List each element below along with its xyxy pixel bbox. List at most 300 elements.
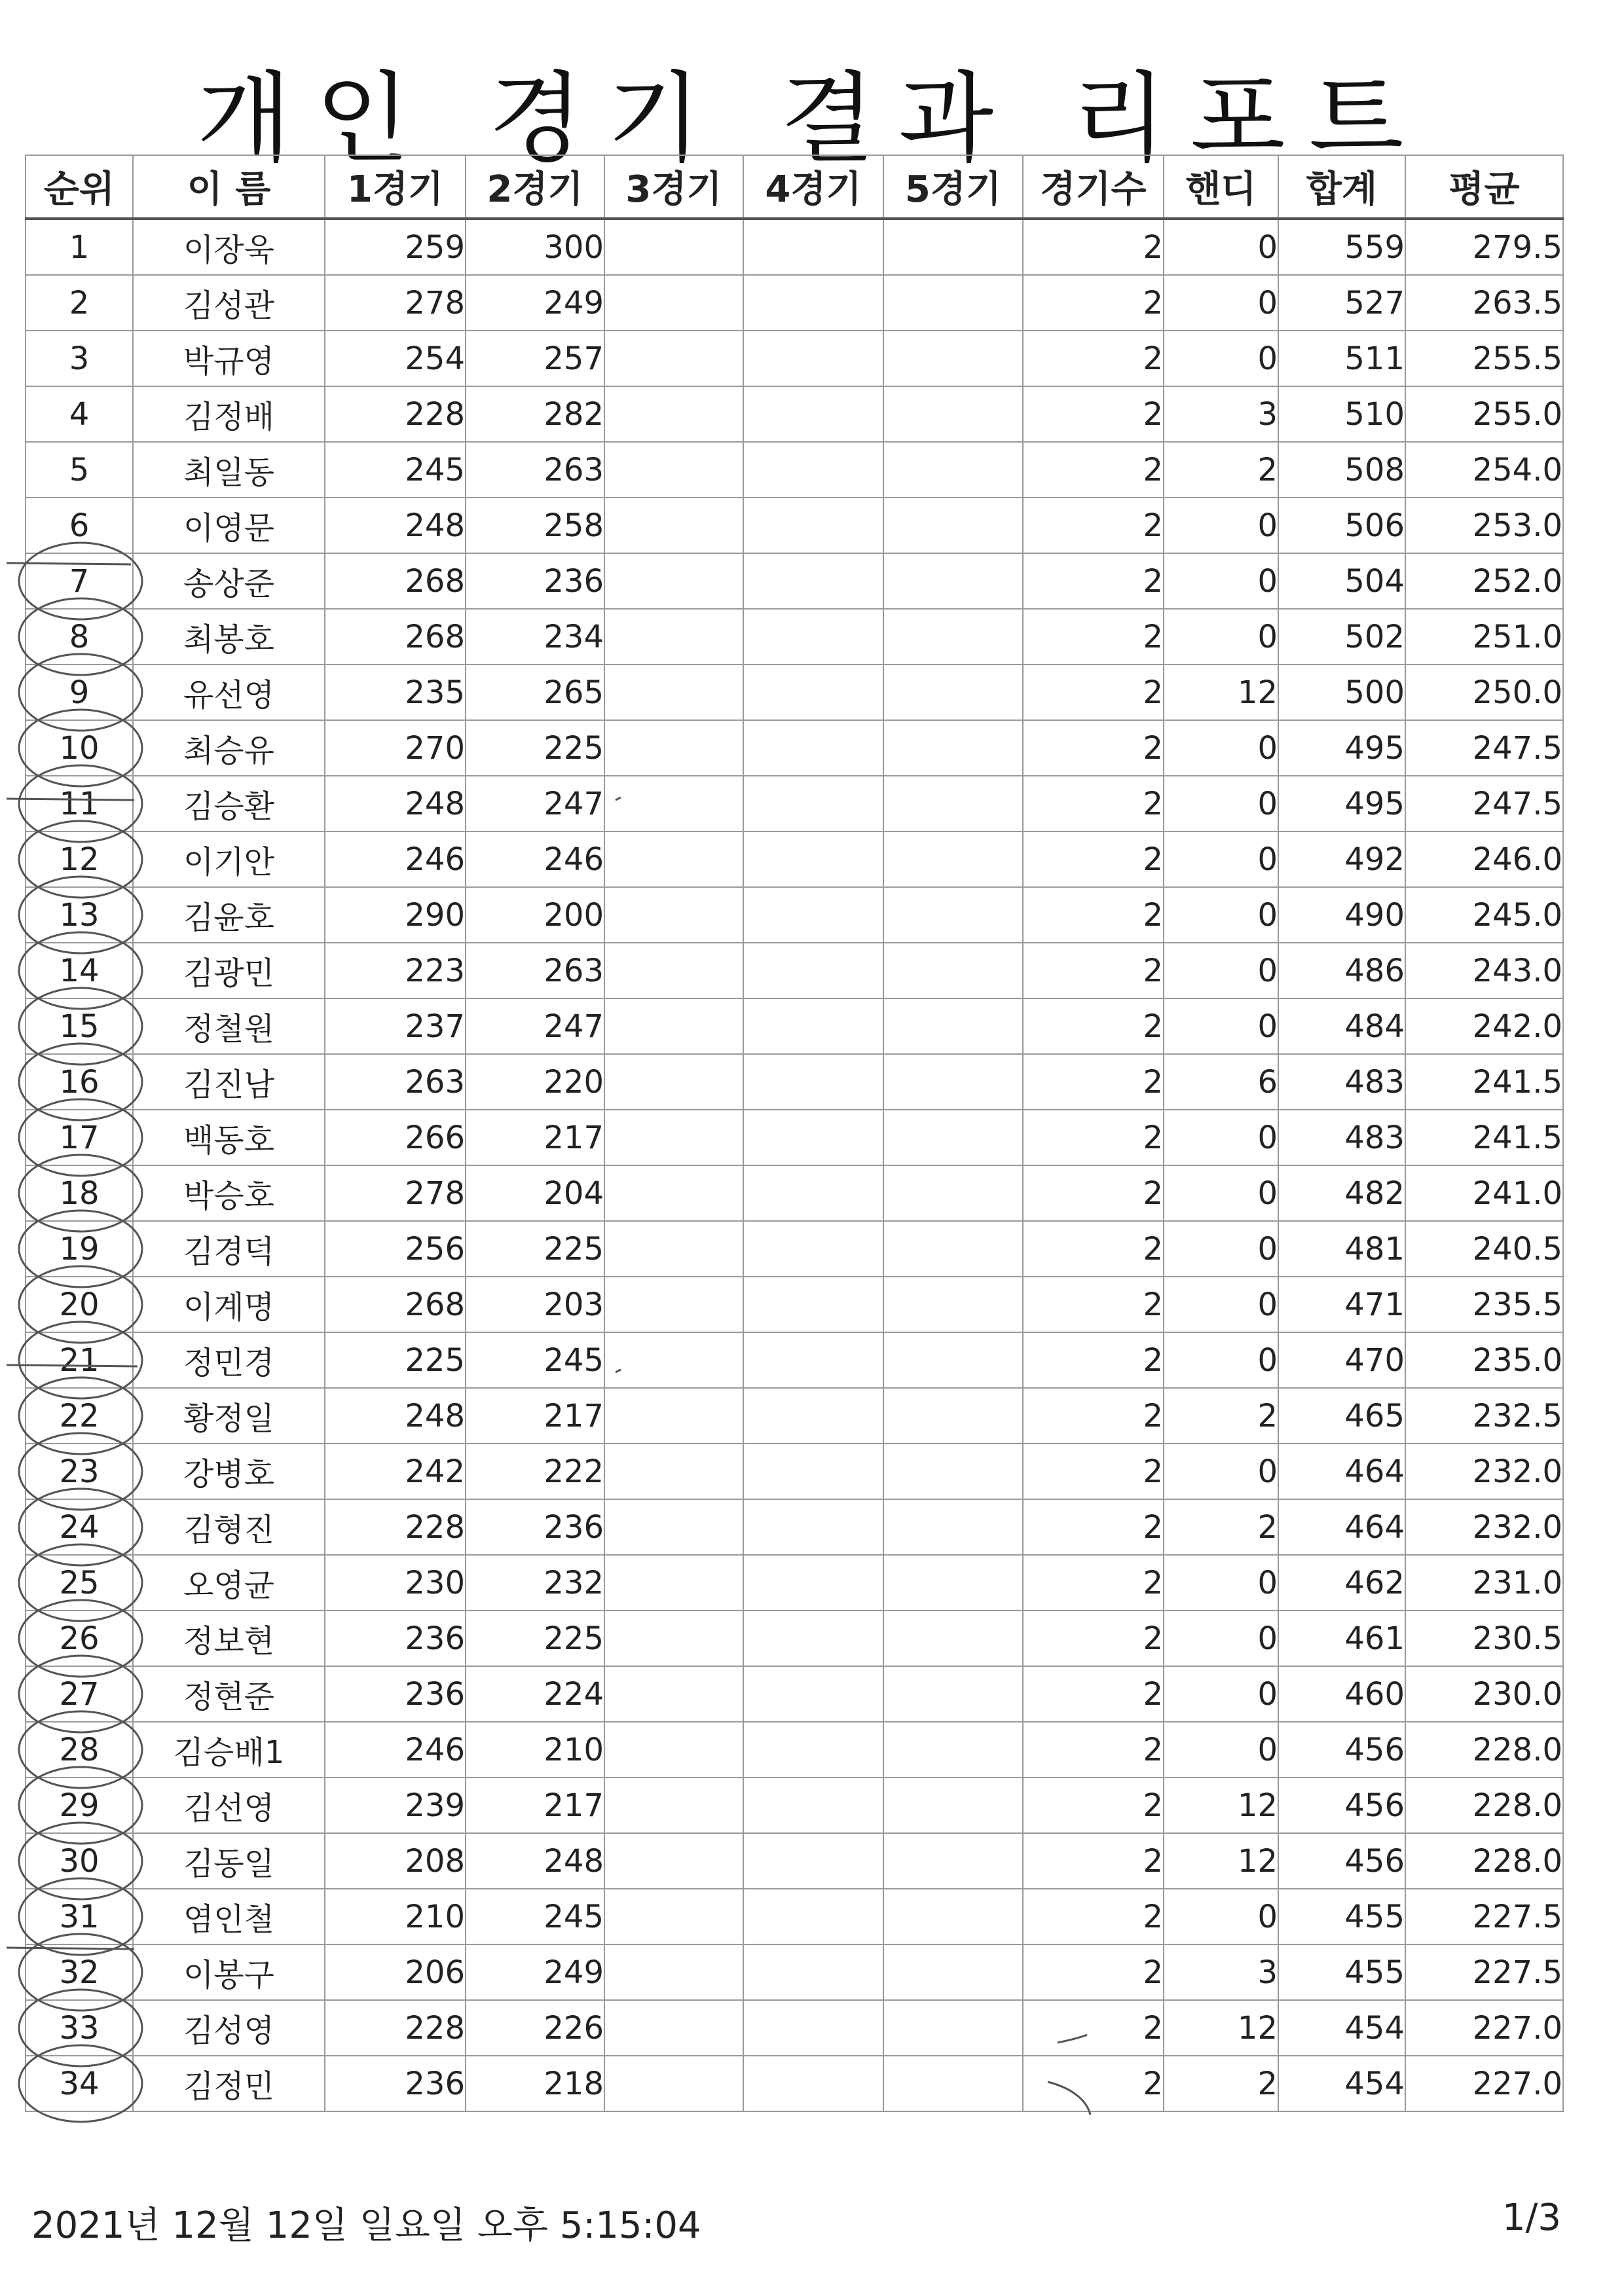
cell-average: 241.0 <box>1405 1165 1563 1221</box>
cell-game5 <box>883 1165 1023 1221</box>
cell-game3 <box>604 2056 743 2111</box>
cell-game4 <box>743 1277 883 1332</box>
cell-games: 2 <box>1023 1833 1164 1889</box>
cell-game1: 239 <box>325 1777 466 1833</box>
cell-average: 250.0 <box>1405 665 1563 720</box>
cell-game1: 236 <box>325 1666 466 1722</box>
table-row <box>26 1833 1563 1889</box>
cell-game5 <box>883 998 1023 1054</box>
cell-total: 454 <box>1278 2056 1405 2111</box>
cell-game2: 210 <box>466 1722 604 1777</box>
cell-handicap: 0 <box>1164 275 1278 331</box>
cell-game5 <box>883 442 1023 498</box>
table-row <box>26 1332 1563 1388</box>
cell-game3 <box>604 1611 743 1666</box>
cell-game5 <box>883 1499 1023 1555</box>
cell-name: 정보현 <box>133 1611 325 1666</box>
cell-average: 232.0 <box>1405 1444 1563 1499</box>
cell-game2: 245 <box>466 1332 604 1388</box>
table-row <box>26 1388 1563 1444</box>
cell-name: 염인철 <box>133 1889 325 1944</box>
cell-game5 <box>883 1277 1023 1332</box>
cell-game2: 248 <box>466 1833 604 1889</box>
cell-game1: 256 <box>325 1221 466 1277</box>
cell-game4 <box>743 1388 883 1444</box>
cell-game5 <box>883 943 1023 998</box>
cell-rank: 14 <box>26 943 133 998</box>
cell-game1: 278 <box>325 275 466 331</box>
col-total: 합계 <box>1278 155 1405 219</box>
cell-game1: 248 <box>325 498 466 553</box>
cell-rank: 11 <box>26 776 133 831</box>
cell-total: 500 <box>1278 665 1405 720</box>
cell-game4 <box>743 2056 883 2111</box>
cell-average: 235.0 <box>1405 1332 1563 1388</box>
cell-average: 246.0 <box>1405 831 1563 887</box>
cell-game3 <box>604 887 743 943</box>
cell-game2: 222 <box>466 1444 604 1499</box>
cell-game2: 247 <box>466 998 604 1054</box>
cell-game3 <box>604 776 743 831</box>
cell-rank: 15 <box>26 998 133 1054</box>
table-row <box>26 1889 1563 1944</box>
table-row <box>26 1054 1563 1110</box>
cell-game4 <box>743 442 883 498</box>
cell-games: 2 <box>1023 609 1164 665</box>
cell-game3 <box>604 1833 743 1889</box>
cell-name: 박규영 <box>133 331 325 386</box>
cell-game2: 217 <box>466 1388 604 1444</box>
cell-average: 240.5 <box>1405 1221 1563 1277</box>
table-row <box>26 887 1563 943</box>
table-row <box>26 219 1563 275</box>
cell-rank: 19 <box>26 1221 133 1277</box>
cell-total: 486 <box>1278 943 1405 998</box>
cell-average: 255.5 <box>1405 331 1563 386</box>
cell-games: 2 <box>1023 887 1164 943</box>
table-row <box>26 1944 1563 2000</box>
cell-handicap: 2 <box>1164 442 1278 498</box>
cell-game4 <box>743 1499 883 1555</box>
cell-average: 227.5 <box>1405 1889 1563 1944</box>
cell-total: 481 <box>1278 1221 1405 1277</box>
cell-average: 255.0 <box>1405 386 1563 442</box>
cell-game2: 203 <box>466 1277 604 1332</box>
cell-total: 456 <box>1278 1722 1405 1777</box>
cell-handicap: 0 <box>1164 943 1278 998</box>
cell-rank: 31 <box>26 1889 133 1944</box>
cell-game2: 225 <box>466 720 604 776</box>
cell-handicap: 0 <box>1164 1277 1278 1332</box>
cell-games: 2 <box>1023 831 1164 887</box>
cell-total: 470 <box>1278 1332 1405 1388</box>
cell-games: 2 <box>1023 1555 1164 1611</box>
table-row <box>26 442 1563 498</box>
table-row <box>26 498 1563 553</box>
cell-game5 <box>883 665 1023 720</box>
table-row <box>26 665 1563 720</box>
cell-average: 279.5 <box>1405 219 1563 275</box>
cell-rank: 23 <box>26 1444 133 1499</box>
cell-game4 <box>743 1666 883 1722</box>
cell-game1: 278 <box>325 1165 466 1221</box>
cell-name: 강병호 <box>133 1444 325 1499</box>
cell-game2: 204 <box>466 1165 604 1221</box>
cell-rank: 3 <box>26 331 133 386</box>
cell-rank: 4 <box>26 386 133 442</box>
cell-game3 <box>604 498 743 553</box>
cell-average: 232.5 <box>1405 1388 1563 1444</box>
cell-game5 <box>883 1666 1023 1722</box>
cell-games: 2 <box>1023 943 1164 998</box>
cell-rank: 27 <box>26 1666 133 1722</box>
cell-name: 최일동 <box>133 442 325 498</box>
cell-game4 <box>743 498 883 553</box>
cell-rank: 1 <box>26 219 133 275</box>
table-row <box>26 1110 1563 1165</box>
cell-game4 <box>743 1722 883 1777</box>
cell-game2: 263 <box>466 442 604 498</box>
cell-game2: 246 <box>466 831 604 887</box>
cell-game1: 246 <box>325 831 466 887</box>
cell-average: 227.0 <box>1405 2056 1563 2111</box>
cell-game1: 248 <box>325 1388 466 1444</box>
cell-average: 251.0 <box>1405 609 1563 665</box>
cell-game4 <box>743 887 883 943</box>
cell-rank: 21 <box>26 1332 133 1388</box>
cell-game5 <box>883 2056 1023 2111</box>
cell-game3 <box>604 998 743 1054</box>
cell-games: 2 <box>1023 553 1164 609</box>
cell-game4 <box>743 1054 883 1110</box>
cell-game2: 282 <box>466 386 604 442</box>
cell-game4 <box>743 665 883 720</box>
cell-game1: 236 <box>325 2056 466 2111</box>
cell-total: 456 <box>1278 1777 1405 1833</box>
cell-game2: 265 <box>466 665 604 720</box>
cell-game4 <box>743 1833 883 1889</box>
cell-name: 김정민 <box>133 2056 325 2111</box>
cell-game5 <box>883 1722 1023 1777</box>
cell-game1: 228 <box>325 1499 466 1555</box>
cell-game3 <box>604 1054 743 1110</box>
cell-game2: 247 <box>466 776 604 831</box>
cell-game4 <box>743 998 883 1054</box>
cell-game1: 208 <box>325 1833 466 1889</box>
cell-rank: 28 <box>26 1722 133 1777</box>
report-title: 개인 경기 결과 리포트 <box>196 62 1428 176</box>
cell-rank: 24 <box>26 1499 133 1555</box>
cell-games: 2 <box>1023 1277 1164 1332</box>
cell-game3 <box>604 1332 743 1388</box>
cell-total: 455 <box>1278 1889 1405 1944</box>
cell-handicap: 12 <box>1164 665 1278 720</box>
cell-game4 <box>743 831 883 887</box>
cell-game5 <box>883 331 1023 386</box>
cell-game4 <box>743 1777 883 1833</box>
cell-total: 484 <box>1278 998 1405 1054</box>
cell-name: 김형진 <box>133 1499 325 1555</box>
cell-total: 506 <box>1278 498 1405 553</box>
cell-handicap: 0 <box>1164 1555 1278 1611</box>
cell-handicap: 3 <box>1164 386 1278 442</box>
cell-game5 <box>883 1944 1023 2000</box>
cell-name: 최승유 <box>133 720 325 776</box>
cell-game3 <box>604 1499 743 1555</box>
cell-game3 <box>604 553 743 609</box>
cell-game1: 237 <box>325 998 466 1054</box>
cell-game3 <box>604 386 743 442</box>
cell-game5 <box>883 275 1023 331</box>
cell-game4 <box>743 553 883 609</box>
cell-game5 <box>883 2000 1023 2056</box>
cell-game1: 210 <box>325 1889 466 1944</box>
cell-game2: 300 <box>466 219 604 275</box>
cell-average: 242.0 <box>1405 998 1563 1054</box>
cell-name: 황정일 <box>133 1388 325 1444</box>
cell-average: 252.0 <box>1405 553 1563 609</box>
cell-name: 김정배 <box>133 386 325 442</box>
cell-average: 263.5 <box>1405 275 1563 331</box>
cell-games: 2 <box>1023 2000 1164 2056</box>
cell-game1: 242 <box>325 1444 466 1499</box>
cell-games: 2 <box>1023 386 1164 442</box>
cell-game1: 270 <box>325 720 466 776</box>
cell-game5 <box>883 1555 1023 1611</box>
cell-game3 <box>604 665 743 720</box>
cell-name: 유선영 <box>133 665 325 720</box>
cell-handicap: 0 <box>1164 219 1278 275</box>
cell-game3 <box>604 1889 743 1944</box>
cell-game4 <box>743 1444 883 1499</box>
cell-game1: 246 <box>325 1722 466 1777</box>
cell-games: 2 <box>1023 1666 1164 1722</box>
cell-handicap: 2 <box>1164 1499 1278 1555</box>
table-row <box>26 331 1563 386</box>
cell-game5 <box>883 831 1023 887</box>
cell-game1: 236 <box>325 1611 466 1666</box>
cell-game3 <box>604 1777 743 1833</box>
cell-rank: 29 <box>26 1777 133 1833</box>
cell-games: 2 <box>1023 665 1164 720</box>
cell-handicap: 0 <box>1164 331 1278 386</box>
cell-game3 <box>604 219 743 275</box>
cell-total: 471 <box>1278 1277 1405 1332</box>
table-row <box>26 943 1563 998</box>
table-row <box>26 831 1563 887</box>
col-game3: 3경기 <box>604 155 743 219</box>
cell-handicap: 0 <box>1164 1221 1278 1277</box>
cell-game4 <box>743 2000 883 2056</box>
col-game5: 5경기 <box>883 155 1023 219</box>
cell-total: 508 <box>1278 442 1405 498</box>
cell-game2: 245 <box>466 1889 604 1944</box>
cell-name: 이봉구 <box>133 1944 325 2000</box>
cell-game1: 259 <box>325 219 466 275</box>
cell-total: 482 <box>1278 1165 1405 1221</box>
cell-rank: 8 <box>26 609 133 665</box>
cell-game4 <box>743 776 883 831</box>
cell-name: 송상준 <box>133 553 325 609</box>
cell-game2: 200 <box>466 887 604 943</box>
cell-game2: 249 <box>466 1944 604 2000</box>
cell-handicap: 0 <box>1164 1722 1278 1777</box>
cell-game1: 268 <box>325 609 466 665</box>
cell-total: 559 <box>1278 219 1405 275</box>
cell-handicap: 0 <box>1164 720 1278 776</box>
cell-name: 정철원 <box>133 998 325 1054</box>
cell-game4 <box>743 1555 883 1611</box>
col-games: 경기수 <box>1023 155 1164 219</box>
cell-total: 504 <box>1278 553 1405 609</box>
cell-game2: 249 <box>466 275 604 331</box>
cell-rank: 22 <box>26 1388 133 1444</box>
cell-rank: 10 <box>26 720 133 776</box>
cell-average: 228.0 <box>1405 1722 1563 1777</box>
cell-average: 235.5 <box>1405 1277 1563 1332</box>
cell-name: 정현준 <box>133 1666 325 1722</box>
cell-handicap: 12 <box>1164 1777 1278 1833</box>
cell-average: 230.0 <box>1405 1666 1563 1722</box>
cell-game3 <box>604 1555 743 1611</box>
cell-game2: 224 <box>466 1666 604 1722</box>
cell-rank: 7 <box>26 553 133 609</box>
cell-game1: 223 <box>325 943 466 998</box>
table-row <box>26 1777 1563 1833</box>
cell-handicap: 0 <box>1164 1444 1278 1499</box>
cell-total: 510 <box>1278 386 1405 442</box>
cell-name: 이계명 <box>133 1277 325 1332</box>
cell-game4 <box>743 943 883 998</box>
cell-game3 <box>604 1221 743 1277</box>
cell-game1: 206 <box>325 1944 466 2000</box>
table-row <box>26 1444 1563 1499</box>
cell-total: 456 <box>1278 1833 1405 1889</box>
cell-games: 2 <box>1023 1499 1164 1555</box>
cell-total: 495 <box>1278 720 1405 776</box>
cell-game3 <box>604 1110 743 1165</box>
cell-total: 454 <box>1278 2000 1405 2056</box>
cell-game2: 225 <box>466 1611 604 1666</box>
cell-rank: 6 <box>26 498 133 553</box>
cell-total: 495 <box>1278 776 1405 831</box>
cell-rank: 9 <box>26 665 133 720</box>
col-rank: 순위 <box>26 155 133 219</box>
cell-game1: 235 <box>325 665 466 720</box>
cell-rank: 33 <box>26 2000 133 2056</box>
cell-rank: 20 <box>26 1277 133 1332</box>
cell-game2: 236 <box>466 1499 604 1555</box>
cell-total: 483 <box>1278 1110 1405 1165</box>
cell-games: 2 <box>1023 1388 1164 1444</box>
cell-game2: 217 <box>466 1777 604 1833</box>
cell-game4 <box>743 1221 883 1277</box>
table-row <box>26 1722 1563 1777</box>
cell-name: 김성관 <box>133 275 325 331</box>
cell-total: 455 <box>1278 1944 1405 2000</box>
cell-handicap: 12 <box>1164 1833 1278 1889</box>
cell-game3 <box>604 1444 743 1499</box>
cell-name: 최봉호 <box>133 609 325 665</box>
cell-games: 2 <box>1023 331 1164 386</box>
cell-games: 2 <box>1023 1054 1164 1110</box>
cell-game1: 268 <box>325 1277 466 1332</box>
cell-game4 <box>743 1165 883 1221</box>
table-row <box>26 1277 1563 1332</box>
cell-games: 2 <box>1023 1332 1164 1388</box>
cell-games: 2 <box>1023 1777 1164 1833</box>
cell-name: 김승배1 <box>133 1722 325 1777</box>
cell-name: 이장욱 <box>133 219 325 275</box>
cell-game5 <box>883 1388 1023 1444</box>
cell-game3 <box>604 1666 743 1722</box>
cell-games: 2 <box>1023 1722 1164 1777</box>
cell-total: 483 <box>1278 1054 1405 1110</box>
cell-game5 <box>883 1332 1023 1388</box>
col-name: 이 름 <box>133 155 325 219</box>
cell-game3 <box>604 609 743 665</box>
cell-rank: 30 <box>26 1833 133 1889</box>
cell-average: 232.0 <box>1405 1499 1563 1555</box>
cell-game2: 226 <box>466 2000 604 2056</box>
cell-handicap: 0 <box>1164 1611 1278 1666</box>
cell-total: 460 <box>1278 1666 1405 1722</box>
cell-name: 이기안 <box>133 831 325 887</box>
cell-game5 <box>883 887 1023 943</box>
cell-handicap: 2 <box>1164 2056 1278 2111</box>
table-row <box>26 998 1563 1054</box>
cell-game4 <box>743 1611 883 1666</box>
cell-games: 2 <box>1023 219 1164 275</box>
cell-game5 <box>883 1777 1023 1833</box>
cell-game3 <box>604 831 743 887</box>
cell-handicap: 0 <box>1164 1666 1278 1722</box>
cell-games: 2 <box>1023 998 1164 1054</box>
cell-handicap: 0 <box>1164 998 1278 1054</box>
cell-games: 2 <box>1023 1221 1164 1277</box>
cell-game1: 268 <box>325 553 466 609</box>
cell-total: 492 <box>1278 831 1405 887</box>
cell-name: 김승환 <box>133 776 325 831</box>
cell-total: 490 <box>1278 887 1405 943</box>
cell-game3 <box>604 1388 743 1444</box>
cell-game5 <box>883 609 1023 665</box>
cell-game3 <box>604 331 743 386</box>
cell-game5 <box>883 1889 1023 1944</box>
cell-game2: 220 <box>466 1054 604 1110</box>
cell-handicap: 0 <box>1164 1110 1278 1165</box>
cell-handicap: 2 <box>1164 1388 1278 1444</box>
cell-total: 511 <box>1278 331 1405 386</box>
table-row <box>26 1221 1563 1277</box>
table-row <box>26 1666 1563 1722</box>
cell-handicap: 0 <box>1164 609 1278 665</box>
cell-game5 <box>883 498 1023 553</box>
cell-game1: 225 <box>325 1332 466 1388</box>
cell-handicap: 0 <box>1164 831 1278 887</box>
table-row <box>26 553 1563 609</box>
results-table <box>25 155 1564 2112</box>
cell-handicap: 12 <box>1164 2000 1278 2056</box>
page-number: 1/3 <box>1502 2196 1561 2239</box>
cell-handicap: 3 <box>1164 1944 1278 2000</box>
cell-game4 <box>743 609 883 665</box>
cell-name: 박승호 <box>133 1165 325 1221</box>
cell-total: 465 <box>1278 1388 1405 1444</box>
col-handicap: 핸디 <box>1164 155 1278 219</box>
cell-rank: 2 <box>26 275 133 331</box>
cell-average: 241.5 <box>1405 1054 1563 1110</box>
